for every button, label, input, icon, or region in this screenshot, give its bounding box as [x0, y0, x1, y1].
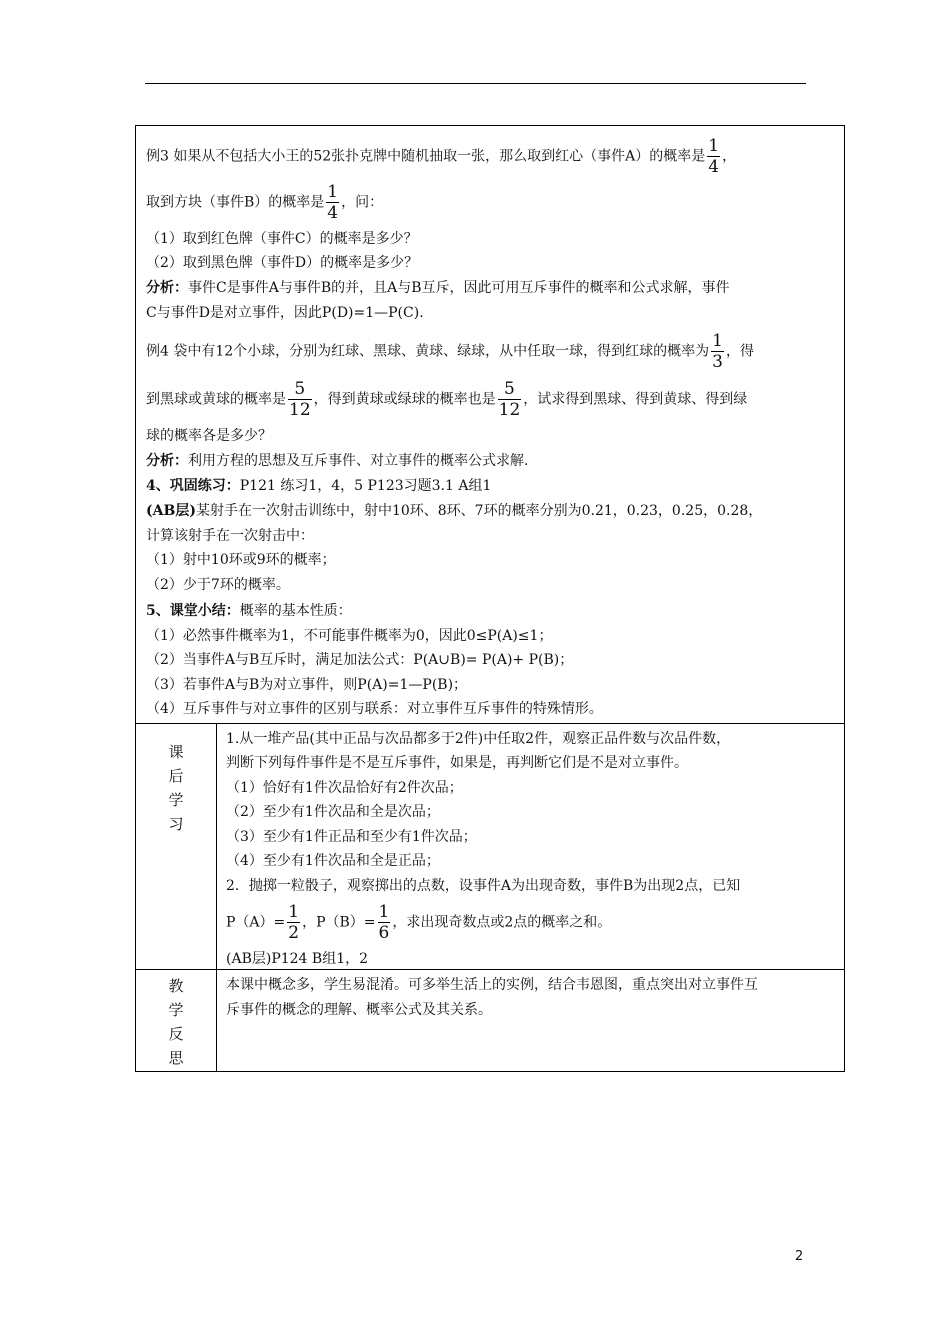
- page-number: 2: [795, 1249, 804, 1264]
- after-class-problem1: 1.从一堆产品(其中正品与次品都多于2件)中任取2件，观察正品件数与次品件数，: [226, 731, 731, 747]
- after-class-ab: (AB层)P124 B组1，2: [226, 951, 369, 967]
- lesson-table: [135, 125, 845, 1072]
- after-class-problem2-formula: P（A）= $\frac{1}{2}$ ，P（B）= $\frac{1}{6}$ ，求出现奇数点或2点的概率之和。: [226, 902, 612, 943]
- fraction: $\frac{5}{12}$: [289, 379, 311, 420]
- after-class-item: （4）至少有1件次品和全是正品；: [226, 853, 440, 869]
- fraction: $\frac{1}{4}$: [708, 136, 720, 177]
- reflection-text: 本课中概念多，学生易混淆。可多举生活上的实例，结合韦恩图，重点突出对立事件互: [226, 977, 758, 993]
- summary-item: （1）必然事件概率为1，不可能事件概率为0，因此0≤P(A)≤1；: [146, 628, 553, 644]
- practice-question1: （1）射中10环或9环的概率；: [146, 552, 336, 568]
- practice-question2: （2）少于7环的概率。: [146, 577, 290, 593]
- after-class-label: 课 后 学 习: [168, 743, 184, 833]
- header-rule: [145, 83, 806, 84]
- summary-item: （3）若事件A与B为对立事件，则P(A)=1—P(B)；: [146, 677, 468, 693]
- summary-heading: 5、课堂小结：概率的基本性质：: [146, 603, 352, 619]
- practice-heading: 4、巩固练习：P121 练习1，4，5 P123习题3.1 A组1: [146, 478, 492, 494]
- after-class-problem1-cont: 判断下列每件事件是不是互斥事件，如果是，再判断它们是不是对立事件。: [226, 755, 688, 771]
- example4-line1: 例4 袋中有12个小球，分别为红球、黑球、黄球、绿球，从中任取一球，得到红球的概率为 $\frac{1}{3}$ ，得: [146, 331, 754, 372]
- example3-analysis-cont: C与事件D是对立事件，因此P(D)=1—P(C).: [146, 305, 424, 321]
- fraction: $\frac{5}{12}$: [498, 379, 521, 420]
- example3-question1: （1）取到红色牌（事件C）的概率是多少？: [146, 231, 418, 247]
- practice-ab-line2: 计算该射手在一次射击中：: [146, 528, 314, 544]
- example4-line2: 到黑球或黄球的概率是 $\frac{5}{12}$ ，得到黄球或绿球的概率也是 $\frac{5}{12}$ ，试求得到黑球、得到黄球、得到绿: [146, 379, 748, 420]
- example3-analysis: 分析：事件C是事件A与事件B的并，且A与B互斥，因此可用互斥事件的概率和公式求解，事件: [146, 280, 730, 296]
- fraction: $\frac{1}{6}$: [378, 902, 390, 943]
- analysis-label: 分析：: [146, 280, 188, 296]
- practice-ab-line1: (AB层)某射手在一次射击训练中，射中10环、8环、7环的概率分别为0.21，0.23，0.25，0.28，: [146, 503, 763, 519]
- example3-line1: 例3 如果从不包括大小王的52张扑克牌中随机抽取一张，那么取到红心（事件A）的概率是 $\frac{1}{4}$ ，: [146, 136, 737, 177]
- label-column-divider: [216, 723, 217, 1072]
- summary-item: （4）互斥事件与对立事件的区别与联系：对立事件互斥事件的特殊情形。: [146, 701, 603, 717]
- after-class-problem2: 2．抛掷一粒骰子，观察掷出的点数，设事件A为出现奇数，事件B为出现2点，已知: [226, 878, 741, 894]
- reflection-label: 教 学 反 思: [168, 977, 184, 1067]
- example3-line2: 取到方块（事件B）的概率是 $\frac{1}{4}$ ，问：: [146, 182, 384, 223]
- after-class-item: （1）恰好有1件次品恰好有2件次品；: [226, 780, 463, 796]
- summary-item: （2）当事件A与B互斥时，满足加法公式：P(A∪B)= P(A)+ P(B)；: [146, 652, 574, 668]
- reflection-text-cont: 斥事件的概念的理解、概率公式及其关系。: [226, 1002, 492, 1018]
- example4-analysis: 分析：利用方程的思想及互斥事件、对立事件的概率公式求解.: [146, 453, 529, 469]
- row-divider-reflection: [136, 969, 844, 970]
- fraction: $\frac{1}{4}$: [327, 182, 339, 223]
- example3-question2: （2）取到黑色牌（事件D）的概率是多少？: [146, 255, 419, 271]
- analysis-label: 分析：: [146, 453, 188, 469]
- example4-line3: 球的概率各是多少？: [146, 428, 272, 444]
- row-divider-after-class: [136, 723, 844, 724]
- fraction: $\frac{1}{2}$: [288, 902, 300, 943]
- after-class-item: （3）至少有1件正品和至少有1件次品；: [226, 829, 477, 845]
- after-class-item: （2）至少有1件次品和全是次品；: [226, 804, 440, 820]
- fraction: $\frac{1}{3}$: [712, 331, 723, 372]
